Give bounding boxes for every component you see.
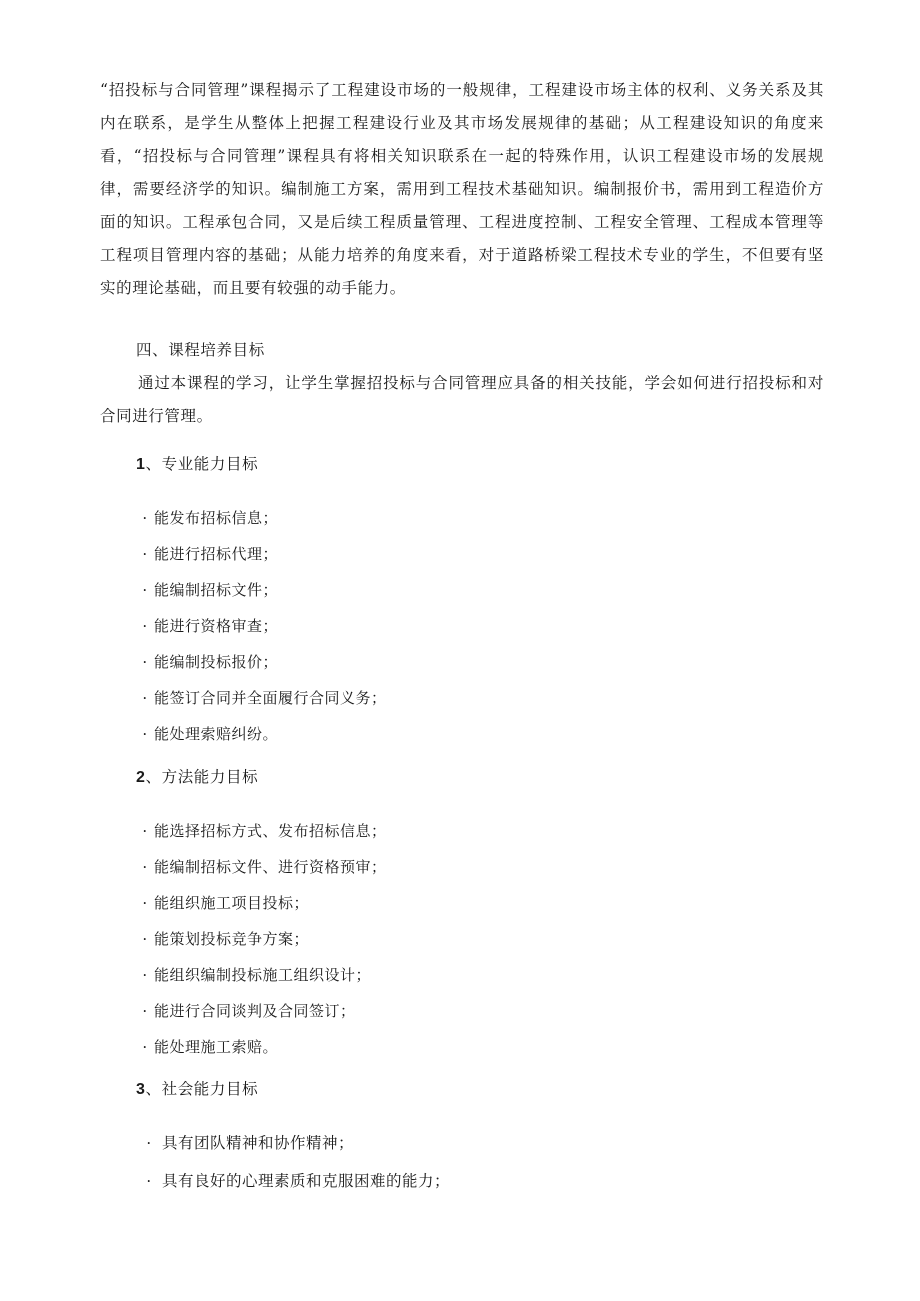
social-ability-list — [136, 1131, 450, 1207]
list-item-text: 能处理施工索赔。 — [154, 1038, 279, 1056]
list-item-text: 能编制投标报价； — [154, 653, 279, 671]
list-item — [136, 542, 387, 578]
bullet: · — [142, 822, 148, 840]
list-item-text: 能组织编制投标施工组织设计； — [154, 966, 372, 984]
bullet: · — [142, 653, 148, 671]
list-item — [136, 1035, 387, 1071]
list-item-text: 能编制招标文件； — [154, 581, 279, 599]
list-item — [136, 506, 387, 542]
list-item-text: 能进行招标代理； — [154, 545, 279, 563]
list-item-text: 能选择招标方式、发布招标信息； — [154, 822, 387, 840]
list-item-text: 能发布招标信息； — [154, 509, 279, 527]
list-item — [136, 686, 387, 722]
list-item-text: 能组织施工项目投标； — [154, 894, 310, 912]
method-ability-list — [136, 819, 387, 1071]
list-item — [136, 578, 387, 614]
bullet: · — [142, 894, 148, 912]
list-item — [136, 819, 387, 855]
list-item — [136, 1131, 450, 1169]
bullet: · — [146, 1134, 152, 1152]
list-item — [136, 1169, 450, 1207]
professional-ability-list — [136, 506, 387, 758]
bullet: · — [146, 1172, 152, 1190]
list-item — [136, 614, 387, 650]
list-item — [136, 999, 387, 1035]
bullet: · — [142, 858, 148, 876]
bullet: · — [142, 725, 148, 743]
intro-paragraph: “招投标与合同管理”课程揭示了工程建设市场的一般规律，工程建设市场主体的权利、义务关系及其内在联系，是学生从整体上把握工程建设行业及其市场发展规律的基础；从工程建设知识的角度来看，“招投标与合同管理”课程具有将相关知识联系在一起的特殊作用，认识工程建设市场的发展规律，需要经济学的知识。编制施工方案，需用到工程技术基础知识。编制报价书，需用到工程造价方面的知识。工程承包合同，又是后续工程质量管理、工程进度控制、工程安全管理、工程成本管理等工程项目管理内容的基础；从能力培养的角度来看，对于道路桥梁工程技术专业的学生，不但要有坚实的理论基础，而且要有较强的动手能力。 — [100, 81, 824, 297]
list-item — [136, 891, 387, 927]
list-item-text: 能签订合同并全面履行合同义务； — [154, 689, 387, 707]
professional-ability-heading — [136, 452, 258, 477]
heading-title: 、方法能力目标 — [145, 768, 259, 786]
heading-number: 2 — [136, 769, 146, 786]
heading-title: 、专业能力目标 — [145, 455, 259, 473]
list-item — [136, 722, 387, 758]
list-item — [136, 855, 387, 891]
bullet: · — [142, 617, 148, 635]
section-four-heading: 四、课程培养目标 — [136, 341, 265, 359]
list-item-text: 具有团队精神和协作精神； — [162, 1134, 355, 1152]
method-ability-heading — [136, 765, 258, 790]
bullet: · — [142, 966, 148, 984]
list-item — [136, 650, 387, 686]
list-item-text: 能编制招标文件、进行资格预审； — [154, 858, 387, 876]
bullet: · — [142, 1038, 148, 1056]
list-item-text: 能进行合同谈判及合同签订； — [154, 1002, 356, 1020]
social-ability-heading — [136, 1077, 258, 1102]
bullet: · — [142, 581, 148, 599]
list-item-text: 能策划投标竞争方案； — [154, 930, 310, 948]
heading-number: 1 — [136, 456, 146, 473]
list-item-text: 能处理索赔纠纷。 — [154, 725, 279, 743]
bullet: · — [142, 545, 148, 563]
list-item — [136, 963, 387, 999]
bullet: · — [142, 509, 148, 527]
bullet: · — [142, 930, 148, 948]
bullet: · — [142, 689, 148, 707]
list-item — [136, 927, 387, 963]
heading-number: 3 — [136, 1081, 146, 1098]
list-item-text: 具有良好的心理素质和克服困难的能力； — [162, 1172, 451, 1190]
heading-title: 、社会能力目标 — [145, 1080, 259, 1098]
goal-paragraph: 通过本课程的学习，让学生掌握招投标与合同管理应具备的相关技能，学会如何进行招投标和对合同进行管理。 — [100, 374, 824, 425]
bullet: · — [142, 1002, 148, 1020]
list-item-text: 能进行资格审查； — [154, 617, 279, 635]
